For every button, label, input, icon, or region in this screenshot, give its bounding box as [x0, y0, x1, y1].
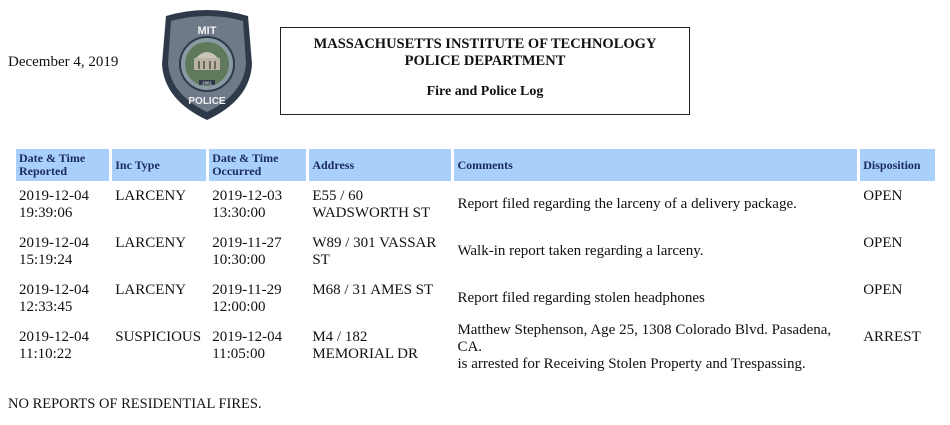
address-line2: WADSWORTH ST — [312, 205, 431, 221]
col-header-occurred-line2: Occurred — [212, 164, 262, 178]
mit-police-badge-logo — [158, 8, 256, 124]
col-header-occurred — [209, 149, 306, 181]
cell-reported — [16, 228, 109, 275]
address-line1: E55 / 60 — [312, 188, 364, 204]
comments-line1: Report filed regarding stolen headphones — [457, 290, 705, 306]
header-box — [280, 27, 690, 115]
occurred-date: 2019-11-29 — [212, 282, 282, 298]
reported-date: 2019-12-04 — [19, 235, 89, 251]
cell-address — [309, 181, 451, 228]
header-line-department: POLICE DEPARTMENT — [404, 53, 566, 69]
table-row — [16, 275, 935, 322]
col-header-disposition: Disposition — [860, 149, 935, 181]
cell-occurred — [209, 228, 306, 275]
badge-text-bottom: POLICE — [188, 96, 226, 107]
occurred-date: 2019-12-04 — [212, 329, 283, 345]
col-header-type: Inc Type — [112, 149, 206, 181]
badge-year: 1861 — [201, 80, 213, 86]
address-line1: M4 / 182 — [312, 329, 368, 345]
reported-date: 2019-12-04 — [19, 282, 89, 298]
comments-line1: Report filed regarding the larceny of a delivery package. — [457, 196, 797, 212]
incident-log-table — [13, 149, 938, 373]
col-header-reported-line2: Reported — [19, 164, 67, 178]
header-line-title: Fire and Police Log — [426, 84, 544, 99]
occurred-time: 12:00:00 — [212, 299, 266, 315]
cell-address — [309, 228, 451, 275]
table-row — [16, 228, 935, 275]
badge-text-top: MIT — [197, 25, 217, 37]
col-header-reported-line1: Date & Time — [19, 151, 86, 165]
address-line1: W89 / 301 VASSAR — [312, 235, 437, 251]
cell-disposition: OPEN — [863, 235, 903, 251]
cell-disposition: OPEN — [863, 188, 903, 204]
table-header-row — [16, 149, 935, 181]
cell-type: LARCENY — [115, 235, 187, 251]
table-row — [16, 322, 935, 373]
cell-occurred — [209, 181, 306, 228]
cell-disposition: OPEN — [863, 282, 903, 298]
comments-line2: is arrested for Receiving Stolen Property and Trespassing. — [457, 356, 806, 372]
reported-time: 19:39:06 — [19, 205, 73, 221]
cell-comments — [454, 228, 857, 275]
col-header-occurred-line1: Date & Time — [212, 151, 279, 165]
cell-comments — [454, 181, 857, 228]
occurred-time: 11:05:00 — [212, 346, 265, 362]
col-header-comments: Comments — [454, 149, 857, 181]
cell-reported — [16, 275, 109, 322]
cell-address — [309, 275, 451, 322]
cell-reported — [16, 181, 109, 228]
reported-time: 12:33:45 — [19, 299, 73, 315]
cell-comments — [454, 275, 857, 322]
col-header-address: Address — [309, 149, 451, 181]
address-line2: ST — [312, 252, 330, 268]
header-line-institute: MASSACHUSETTS INSTITUTE OF TECHNOLOGY — [313, 36, 657, 52]
cell-type: LARCENY — [115, 188, 187, 204]
footer-note: NO REPORTS OF RESIDENTIAL FIRES. — [8, 396, 262, 412]
occurred-date: 2019-11-27 — [212, 235, 282, 251]
cell-occurred — [209, 275, 306, 322]
reported-time: 11:10:22 — [19, 346, 72, 362]
reported-time: 15:19:24 — [19, 252, 73, 268]
cell-comments — [454, 322, 857, 373]
comments-line1: Walk-in report taken regarding a larceny. — [457, 243, 704, 259]
col-header-reported — [16, 149, 109, 181]
occurred-date: 2019-12-03 — [212, 188, 283, 204]
address-line2: MEMORIAL DR — [312, 346, 419, 362]
cell-type: LARCENY — [115, 282, 187, 298]
occurred-time: 10:30:00 — [212, 252, 266, 268]
cell-address — [309, 322, 451, 373]
table-row — [16, 181, 935, 228]
occurred-time: 13:30:00 — [212, 205, 266, 221]
reported-date: 2019-12-04 — [19, 188, 89, 204]
address-line1: M68 / 31 AMES ST — [312, 282, 434, 298]
report-date: December 4, 2019 — [8, 54, 119, 70]
cell-type: SUSPICIOUS — [115, 329, 202, 345]
cell-disposition: ARREST — [863, 329, 921, 345]
comments-line1: Matthew Stephenson, Age 25, 1308 Colorado Blvd. Pasadena, CA. — [457, 322, 832, 355]
cell-occurred — [209, 322, 306, 373]
cell-reported — [16, 322, 109, 373]
reported-date: 2019-12-04 — [19, 329, 89, 345]
